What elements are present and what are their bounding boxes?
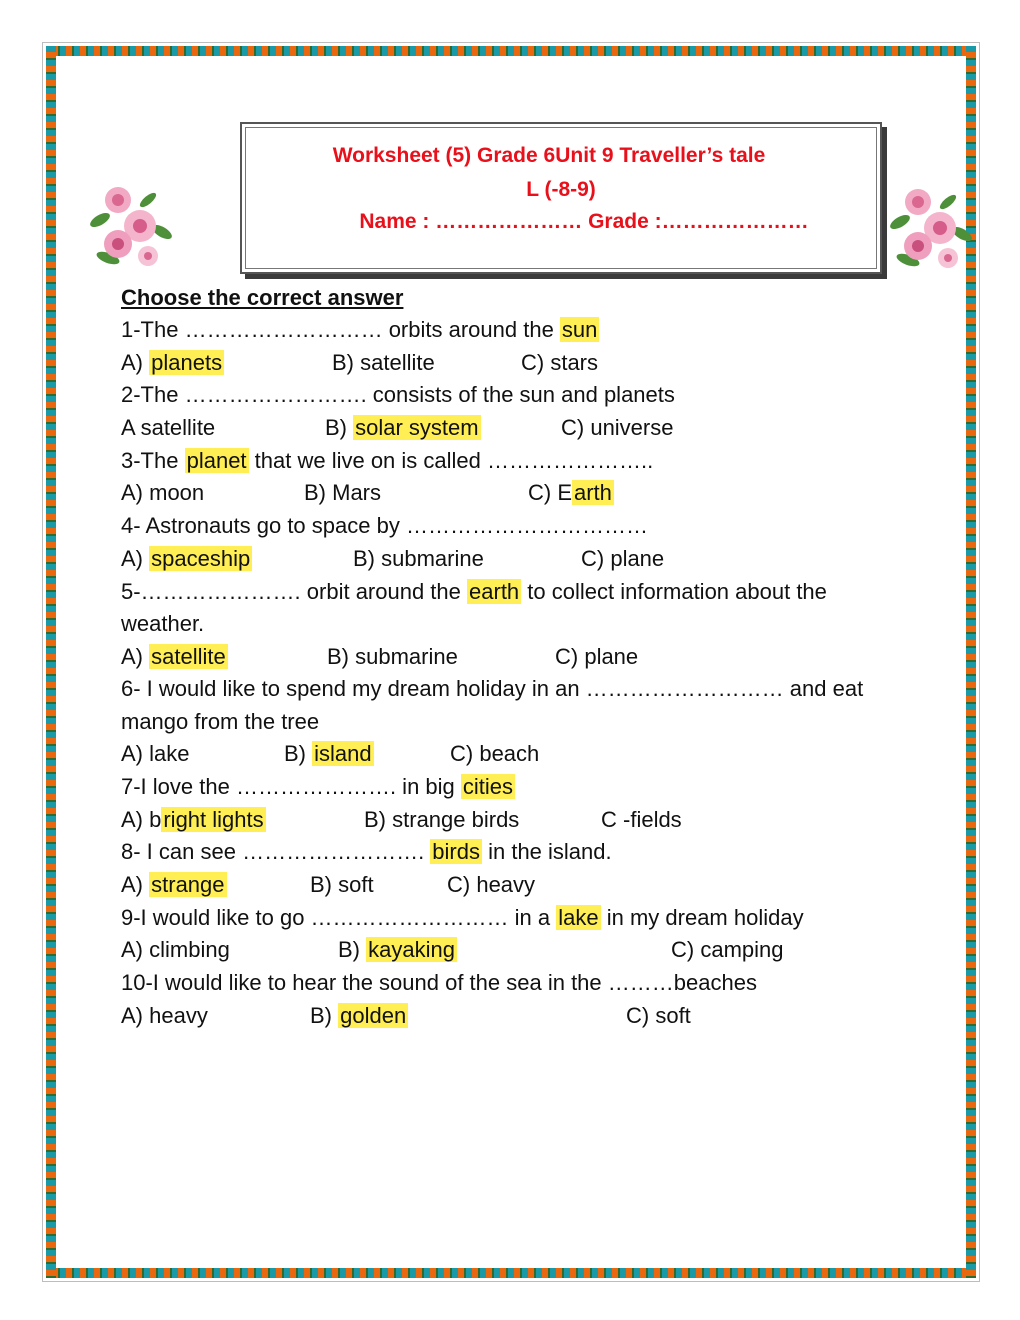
question-text: to collect information about the weather. [121,578,827,636]
highlighted-word: sun [561,317,598,342]
answer-option[interactable] [121,641,228,674]
option-label: A) [121,349,150,375]
option-text: heavy [149,1002,208,1028]
border-bottom [46,1268,976,1278]
answer-option[interactable] [121,1000,208,1033]
question-text: 6- I would like to spend my dream holiday in an ……………………… and eat mango from the tree [121,676,864,734]
answer-option[interactable] [121,412,215,445]
question-text: 1-The ……………………… orbits around the [121,317,560,342]
question-text: 10-I would like to hear the sound of the sea in the ………beaches [121,970,757,995]
option-text: plane [610,545,665,571]
correct-answer: kayaking [368,937,455,963]
option-text: Mars [332,480,382,506]
answer-option[interactable] [555,641,638,674]
answer-options-4 [121,543,911,576]
option-text: stars [550,349,599,375]
answer-option[interactable] [310,869,374,902]
question-6 [121,673,911,738]
question-9 [121,902,911,935]
correct-answer: satellite [151,643,226,669]
option-label: A) [121,545,150,571]
question-8 [121,836,911,869]
option-text: satellite [360,349,435,375]
answer-option[interactable] [121,477,204,510]
option-text: moon [149,480,205,506]
correct-answer: right lights [163,806,264,832]
option-label: B) [284,741,313,767]
option-label: A) [121,643,150,669]
option-label: B) [353,545,382,571]
lesson-label: L (-8-9) [526,178,596,201]
answer-option[interactable] [121,869,227,902]
answer-options-9 [121,934,911,967]
option-text: satellite [140,415,216,441]
option-text: soft [338,871,374,897]
option-text: submarine [355,643,458,669]
question-10 [121,967,911,1000]
question-text: 8- I can see ……………………. [121,839,431,865]
question-text: 5-…………………. orbit around the [121,578,468,604]
option-label: B) [327,643,356,669]
worksheet-content [121,282,911,1032]
answer-options-6 [121,738,911,771]
border-left [46,46,56,1278]
rose-bouquet-icon [88,180,174,270]
question-text: that we live on is called ………………….. [248,447,654,473]
correct-answer: solar system [355,415,479,441]
option-text: climbing [149,937,230,963]
option-text: camping [700,937,784,963]
answer-options-2 [121,412,911,445]
correct-answer: arth [574,480,612,506]
option-label: B) [332,349,361,375]
answer-option[interactable] [121,347,224,380]
option-label: B) [364,806,393,832]
option-text: fields [630,806,682,832]
option-label: B) [310,1002,339,1028]
option-text: soft [655,1002,691,1028]
option-label: C) [450,741,480,767]
option-label: C) [561,415,591,441]
answer-option[interactable] [364,804,519,837]
answer-options-10 [121,1000,911,1033]
worksheet-title: Worksheet (5) Grade 6Unit 9 Traveller’s tale [332,144,766,167]
answer-option[interactable] [304,477,381,510]
option-label: C) [626,1002,656,1028]
question-7 [121,771,911,804]
option-label: B) [310,871,339,897]
highlighted-word: earth [469,578,520,604]
question-2 [121,379,911,412]
answer-option[interactable] [581,543,664,576]
option-text: lake [149,741,190,767]
question-list [121,314,911,1032]
question-1 [121,314,911,347]
answer-option[interactable] [601,804,682,837]
answer-option[interactable] [284,738,374,771]
answer-option[interactable] [325,412,481,445]
highlighted-word: cities [462,773,514,799]
correct-answer: spaceship [151,545,251,571]
answer-option[interactable] [521,347,598,380]
option-text: plane [584,643,639,669]
option-label: C) E [528,480,572,506]
option-label: A) [121,871,150,897]
answer-option[interactable] [671,934,783,967]
question-text: 7-I love the …………………. in big [121,773,461,799]
answer-options-8 [121,869,911,902]
option-label: A) [121,1002,150,1028]
option-label: C - [601,806,631,832]
option-text: submarine [381,545,484,571]
option-text: heavy [476,871,536,897]
option-text: strange birds [392,806,520,832]
option-text: universe [590,415,674,441]
option-label: A) [121,480,150,506]
answer-option[interactable] [450,738,539,771]
question-text: 4- Astronauts go to space by …………………………… [121,513,648,539]
option-text: beach [479,741,540,767]
answer-options-7 [121,804,911,837]
option-label: A) [121,741,150,767]
option-label: C) [521,349,551,375]
question-text: in the island. [481,839,612,865]
option-label: B) [325,415,354,441]
correct-answer: island [314,741,372,767]
answer-options-1 [121,347,911,380]
answer-option[interactable] [338,934,457,967]
option-label: C) [555,643,585,669]
option-label: B) [338,937,367,963]
answer-option[interactable] [310,1000,408,1033]
question-text: 3-The [121,447,185,473]
option-label: C) [581,545,611,571]
answer-options-5 [121,641,911,674]
answer-option[interactable] [561,412,673,445]
answer-option[interactable] [121,804,266,837]
border-top [46,46,976,56]
correct-answer: golden [340,1002,407,1028]
answer-option[interactable] [121,934,230,967]
question-4 [121,510,911,543]
question-5 [121,576,911,641]
answer-option[interactable] [353,543,484,576]
highlighted-word: lake [558,904,599,930]
option-label: C) [671,937,701,963]
answer-option[interactable] [332,347,435,380]
answer-option[interactable] [121,738,189,771]
section-heading: Choose the correct answer [121,285,404,310]
correct-answer: strange [151,871,225,897]
answer-option[interactable] [327,641,458,674]
name-grade-line: Name : ………………… Grade :………………… [359,210,809,233]
option-label: C) [447,871,477,897]
question-text: in my dream holiday [600,904,804,930]
option-label: B) [304,480,333,506]
answer-option[interactable] [121,543,252,576]
title-box [240,122,882,274]
highlighted-word: planet [186,447,247,473]
question-text: 2-The ……………………. consists of the sun and planets [121,382,675,408]
correct-answer: planets [151,349,223,375]
option-label: A [121,415,141,441]
question-text: 9-I would like to go ……………………… in a [121,904,557,930]
option-label: A) [121,937,150,963]
answer-option[interactable] [447,869,535,902]
answer-option[interactable] [528,477,614,510]
option-label: A) b [121,806,162,832]
question-3 [121,445,911,478]
answer-options-3 [121,477,911,510]
highlighted-word: birds [432,839,480,865]
answer-option[interactable] [626,1000,691,1033]
